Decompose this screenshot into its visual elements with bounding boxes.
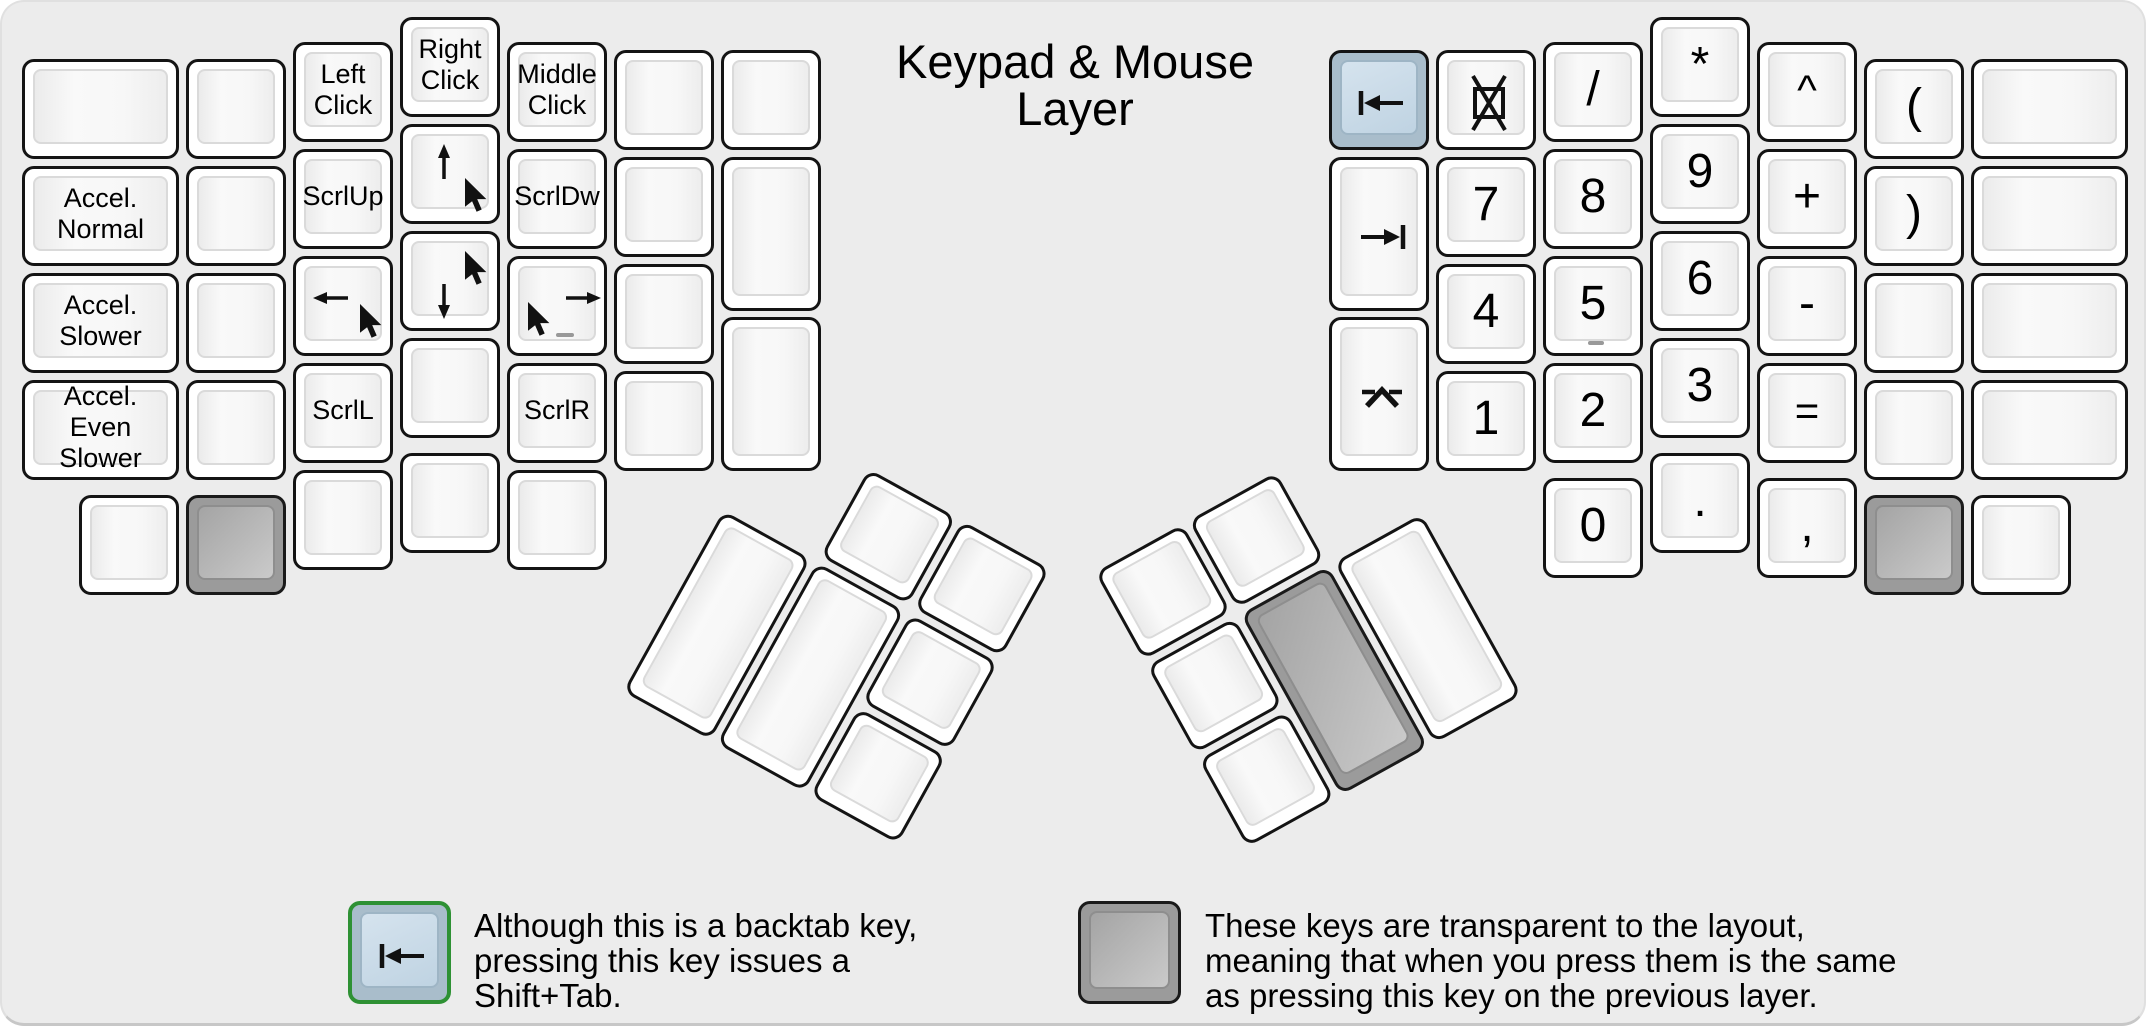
keytop [1875,283,1953,358]
keytop [1875,390,1953,465]
key-scroll-down [507,149,607,249]
keytop [304,52,382,127]
page-title [775,35,1375,135]
keytop [518,52,596,127]
key-right-click [400,17,500,117]
keytop [1447,274,1525,349]
key-label: ScrlDw [514,181,600,211]
keytop [304,159,382,234]
keytop [1213,725,1318,828]
keytop [1661,463,1739,538]
key-blank [721,157,821,311]
keytop [1554,52,1632,127]
key-blank [400,338,500,438]
key-blank [614,157,714,257]
key-scroll-left [293,363,393,463]
keytop [625,167,703,242]
keytop [1768,52,1846,127]
key-blank [186,59,286,159]
key-label: 4 [1472,284,1500,338]
key-scroll-up [293,149,393,249]
legend-line: meaning that when you press them is the same [1205,942,1897,979]
keytop [1554,159,1632,234]
key-label: * [1690,37,1710,91]
keytop [732,167,810,296]
key-blank [614,264,714,364]
key-equals [1757,363,1857,463]
key-7 [1436,157,1536,257]
cursor-icon [358,303,382,339]
cursor-icon [526,301,550,337]
key-backtab [1329,50,1429,150]
key-tab [1329,157,1429,311]
key-label: - [1799,276,1815,330]
key-label: + [1792,169,1822,223]
key-blank [293,470,393,570]
keytop [625,274,703,349]
keytop [1982,505,2060,580]
key-label: Middle Click [517,58,597,120]
key-label: Accel. Slower [59,289,142,351]
keytop [197,176,275,251]
keytop [197,390,275,465]
keytop [827,722,932,825]
keytop [625,381,703,456]
keytop [1203,486,1308,589]
keytop [1768,488,1846,563]
legend-backtab-key [348,901,451,1004]
key-blank [1864,380,1964,480]
keytop [514,159,600,234]
key-label: ScrlR [524,395,590,425]
page-title-line1: Keypad & Mouse [896,35,1254,88]
key-label: 2 [1579,383,1607,437]
key-label: ScrlL [312,395,374,425]
key-accel-even-slower [22,380,179,480]
keytop [931,535,1036,638]
homing-dash [1588,341,1604,345]
key-mouse-left [293,256,393,356]
key-crossed-box [1436,50,1536,150]
key-blank [1971,166,2128,266]
key-6 [1650,231,1750,331]
keytop [1982,283,2117,358]
key-label: ( [1906,79,1922,133]
key-label: Accel. Even Slower [59,381,142,473]
key-label: 8 [1579,169,1607,223]
key-blank [721,50,821,150]
legend-line: Although this is a backtab key, [474,907,918,944]
keytop [33,283,168,358]
key-5 [1543,256,1643,356]
key-3 [1650,338,1750,438]
cursor-icon [463,177,487,213]
key-plus [1757,149,1857,249]
key-blank [507,470,607,570]
key-label: 6 [1686,251,1714,305]
key-blank [22,59,179,159]
legend-line: pressing this key issues a [474,942,851,979]
crossed-box-icon [1463,74,1515,132]
keytop [197,69,275,144]
keytop [411,27,489,102]
keytop [1109,538,1214,641]
keytop [1875,176,1953,251]
key-scroll-right [507,363,607,463]
backtab-icon [1356,89,1408,117]
key-transparent [1864,495,1964,595]
key-accel-slower [22,273,179,373]
key-label: 5 [1579,276,1607,330]
key-label: ScrlUp [302,181,384,211]
key-mouse-up [400,124,500,224]
key-blank [1971,273,2128,373]
key-label: 9 [1686,144,1714,198]
keytop [1982,390,2117,465]
keytop [1447,381,1525,456]
keytop [879,628,984,731]
keytop [518,373,596,448]
right-thumb-cluster [1095,417,1528,847]
key-caret [1757,42,1857,142]
key-period [1650,453,1750,553]
key-label: 1 [1472,391,1500,445]
key-label: 7 [1472,177,1500,231]
key-comma [1757,478,1857,578]
homing-dash [556,333,574,337]
backtab-icon [377,942,429,970]
key-blank [186,380,286,480]
key-label: 0 [1579,498,1607,552]
keytop [1661,134,1739,209]
keytop [304,373,382,448]
keytop [33,381,168,473]
keytop [1982,176,2117,251]
legend-transparent-text [1205,908,1897,1013]
keytop [518,480,596,555]
key-label: ^ [1797,65,1817,113]
keytop [1554,373,1632,448]
keytop [411,348,489,423]
key-blank [400,453,500,553]
keytop [1661,241,1739,316]
key-label: Left Click [313,58,373,120]
keytop [1768,159,1846,234]
keytop [90,505,168,580]
key-mouse-down [400,231,500,331]
key-blank [1971,380,2128,480]
legend-line: These keys are transparent to the layout, [1205,907,1805,944]
keytop [1554,488,1632,563]
key-label: ) [1906,186,1922,240]
key-middle-click [507,42,607,142]
key-blank [186,273,286,373]
cursor-icon [463,250,487,286]
keytop [1161,632,1266,735]
key-asterisk [1650,17,1750,117]
key-blank [614,50,714,150]
key-label: / [1586,62,1600,116]
keytop [837,483,942,586]
legend-line: Shift+Tab. [474,977,622,1014]
key-label: Accel. Normal [56,182,144,244]
keytop [1875,69,1953,144]
arrow-right-icon [564,290,602,306]
keytop [1554,266,1632,341]
keytop [304,480,382,555]
key-label: . [1693,473,1707,527]
keytop [1875,505,1953,580]
arrow-down-icon [436,282,452,320]
key-blank [186,166,286,266]
keytop [1982,69,2117,144]
key-0 [1543,478,1643,578]
keytop [33,69,168,144]
key-paren-open [1864,59,1964,159]
key-paren-close [1864,166,1964,266]
legend-backtab-text [474,908,917,1013]
left-thumb-cluster [623,417,1056,847]
keytop [1447,167,1525,242]
legend-line: as pressing this key on the previous layer. [1205,977,1818,1014]
keytop [411,463,489,538]
key-slash [1543,42,1643,142]
key-9 [1650,124,1750,224]
keytop [1661,348,1739,423]
key-minus [1757,256,1857,356]
legend-transparent-key [1078,901,1181,1004]
key-blank [1971,59,2128,159]
keytop [732,60,810,135]
tab-icon [1356,223,1408,251]
key-4 [1436,264,1536,364]
key-2 [1543,363,1643,463]
caret-dashes-icon [1359,386,1405,410]
key-left-click [293,42,393,142]
arrow-left-icon [312,290,350,306]
key-blank [1864,273,1964,373]
key-8 [1543,149,1643,249]
key-label: = [1794,386,1820,434]
key-1 [1436,371,1536,471]
key-accel-normal [22,166,179,266]
key-blank [79,495,179,595]
arrow-up-icon [436,143,452,181]
keytop [1661,27,1739,102]
key-blank [1971,495,2071,595]
key-blank [614,371,714,471]
key-label: Right Click [418,33,482,95]
keytop [1768,266,1846,341]
keytop [197,283,275,358]
keytop [197,505,275,580]
keytop [33,176,168,251]
page-title-line2: Layer [1016,82,1134,135]
keytop [1089,911,1170,989]
key-label: 3 [1686,358,1714,412]
key-label: , [1800,498,1814,552]
key-transparent [186,495,286,595]
keytop [625,60,703,135]
key-mouse-right [507,256,607,356]
keytop [1768,373,1846,448]
